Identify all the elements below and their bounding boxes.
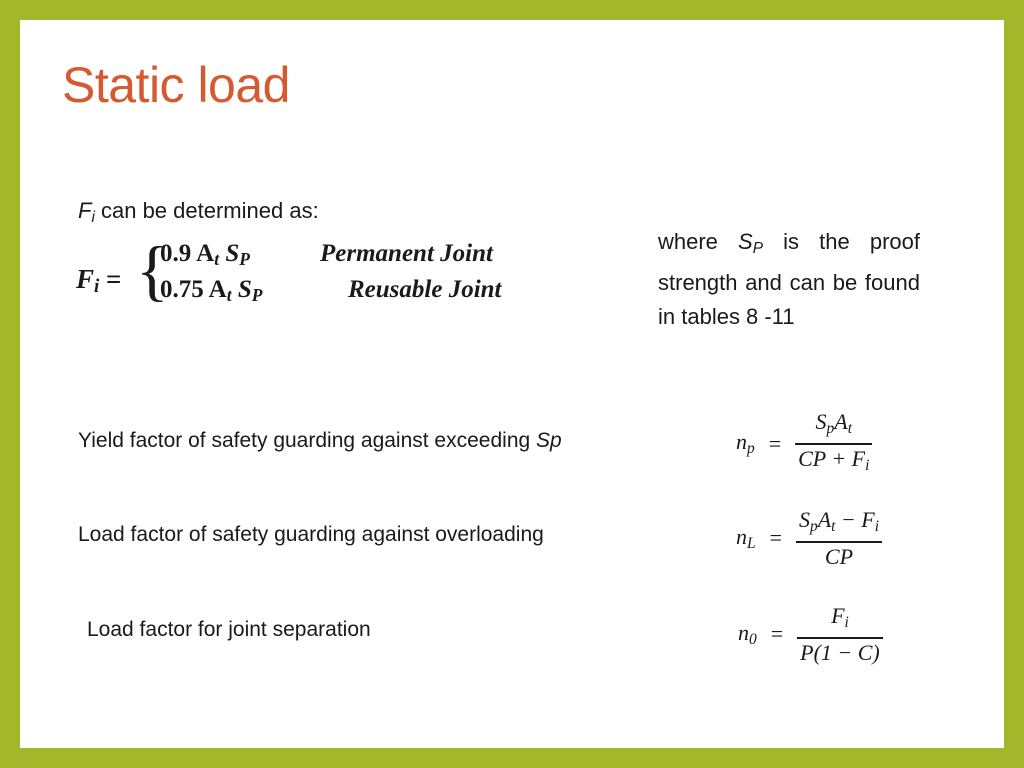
np-numerator: $S_pA_t$: [815, 409, 852, 437]
case-permanent-expr: 0.9 $A_t$ $S_P$: [160, 240, 250, 269]
separation-factor-label: Load factor for joint separation: [87, 618, 371, 641]
yield-factor-formula: $n_p$ = $\frac{S_pA_t}{CP + F_i}$: [736, 408, 872, 480]
proof-strength-note: where $S_P$ is the proof strength and can be found in tables 8 -11: [658, 229, 920, 329]
n0-numerator: $F_i$: [831, 603, 849, 631]
sp-var: S: [738, 229, 753, 254]
case-permanent-label: Permanent Joint: [320, 240, 493, 267]
n0-denominator: P(1 − C): [800, 639, 880, 665]
intro-text: [78, 194, 319, 235]
np-lhs: $n_p$: [736, 429, 755, 458]
fi-lhs: $F_i$ =: [76, 264, 122, 297]
left-brace: {: [136, 232, 169, 308]
nl-denominator: CP: [824, 543, 854, 569]
intro-var: F: [78, 198, 92, 223]
case-reusable-label: Reusable Joint: [348, 276, 502, 303]
case-reusable-expr: 0.75 $A_t$ $S_P$: [160, 276, 263, 305]
load-factor-label: Load factor of safety guarding against overloading: [78, 523, 544, 546]
yield-factor-label: Yield factor of safety guarding against exceeding Sp: [78, 429, 562, 452]
np-denominator: CP + $F_i$: [798, 445, 870, 474]
nl-lhs: $n_L$: [736, 523, 756, 552]
slide-title: Static load: [62, 57, 290, 113]
intro-var-sub: i: [91, 209, 95, 226]
nl-numerator: $S_pA_t - F_i$: [798, 507, 879, 535]
intro-phrase: can be determined as:: [94, 198, 319, 223]
load-factor-formula: $n_L$ = $\frac{S_pA_t - F_i}{CP}$: [736, 506, 882, 571]
n0-lhs: $n_0$: [738, 619, 757, 648]
separation-factor-formula: $n_0$ = $\frac{F_i}{P(1 - C)}$: [738, 602, 883, 667]
slide: [20, 20, 1004, 748]
